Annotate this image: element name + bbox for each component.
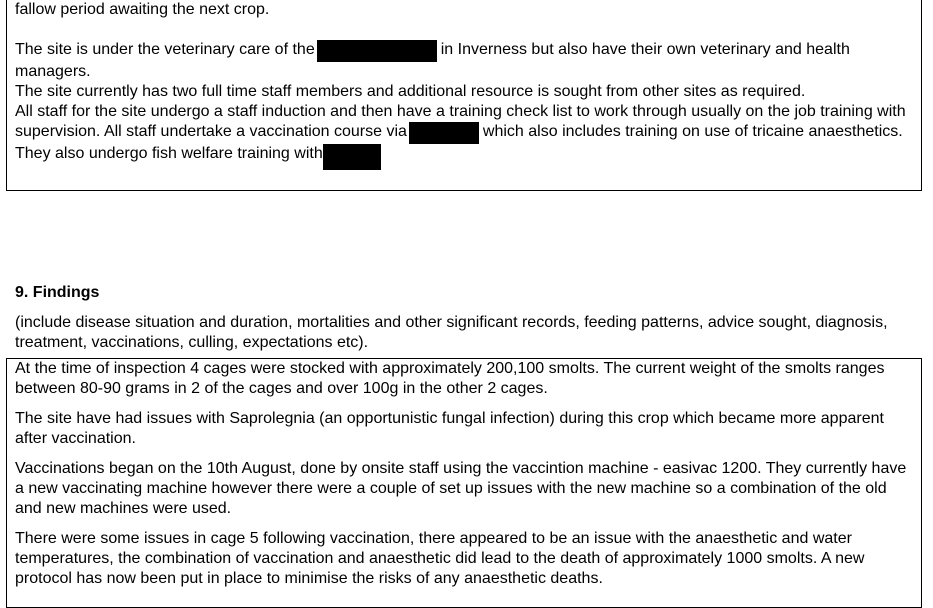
training-text-before: All staff for the site undergo a staff induction and then have a training check list to work through usually on the job training with supervision. All staff undertake a vaccination course via — [15, 103, 906, 140]
findings-box — [6, 358, 922, 608]
staff-paragraph: The site currently has two full time staff members and additional resource is sought from other sites as required. — [15, 83, 806, 100]
findings-paragraph-stocking: At the time of inspection 4 cages were stocked with approximately 200,100 smolts. The current weight of the smolts ranges between 80-90 grams in 2 of the cages and over 100g in the other 2 cages. — [15, 360, 885, 397]
findings-paragraph-cage5: There were some issues in cage 5 following vaccination, there appeared to be an issue with the anaesthetic and water temperatures, the combination of vaccination and anaesthetic did lead to the death of approximately 1000 smolts. A new protocol has now been put in place to minimise the risks of any anaesthetic deaths. — [15, 530, 865, 587]
site-details-box — [6, 0, 922, 191]
redaction-block — [317, 40, 437, 62]
findings-hint: (include disease situation and duration, mortalities and other significant records, feeding patterns, advice sought, diagnosis, treatment, vaccinations, culling, expectations etc). — [15, 314, 888, 351]
findings-paragraph-saprolegnia: The site have had issues with Saprolegnia (an opportunistic fungal infection) during this crop which became more apparent after vaccination. — [15, 410, 884, 447]
redaction-block — [409, 122, 479, 144]
veterinary-care-paragraph — [15, 40, 913, 82]
findings-paragraph-vaccination: Vaccinations began on the 10th August, done by onsite staff using the vaccintion machine - easivac 1200. They currently have a new vaccinating machine however there were a couple of set up issues with the new machine so a combination of the old and new machines were used. — [15, 460, 907, 517]
fallow-line: fallow period awaiting the next crop. — [15, 1, 270, 18]
vet-text-after: in Inverness but also have their own veterinary and health managers. — [15, 41, 850, 80]
findings-heading: 9. Findings — [15, 284, 100, 301]
training-paragraph — [15, 102, 913, 170]
redaction-block — [323, 144, 381, 170]
training-text-mid: which also includes training on use of tricaine anaesthetics. They also undergo fish welfare training with — [15, 123, 903, 162]
vet-text-before: The site is under the veterinary care of the — [15, 41, 315, 58]
